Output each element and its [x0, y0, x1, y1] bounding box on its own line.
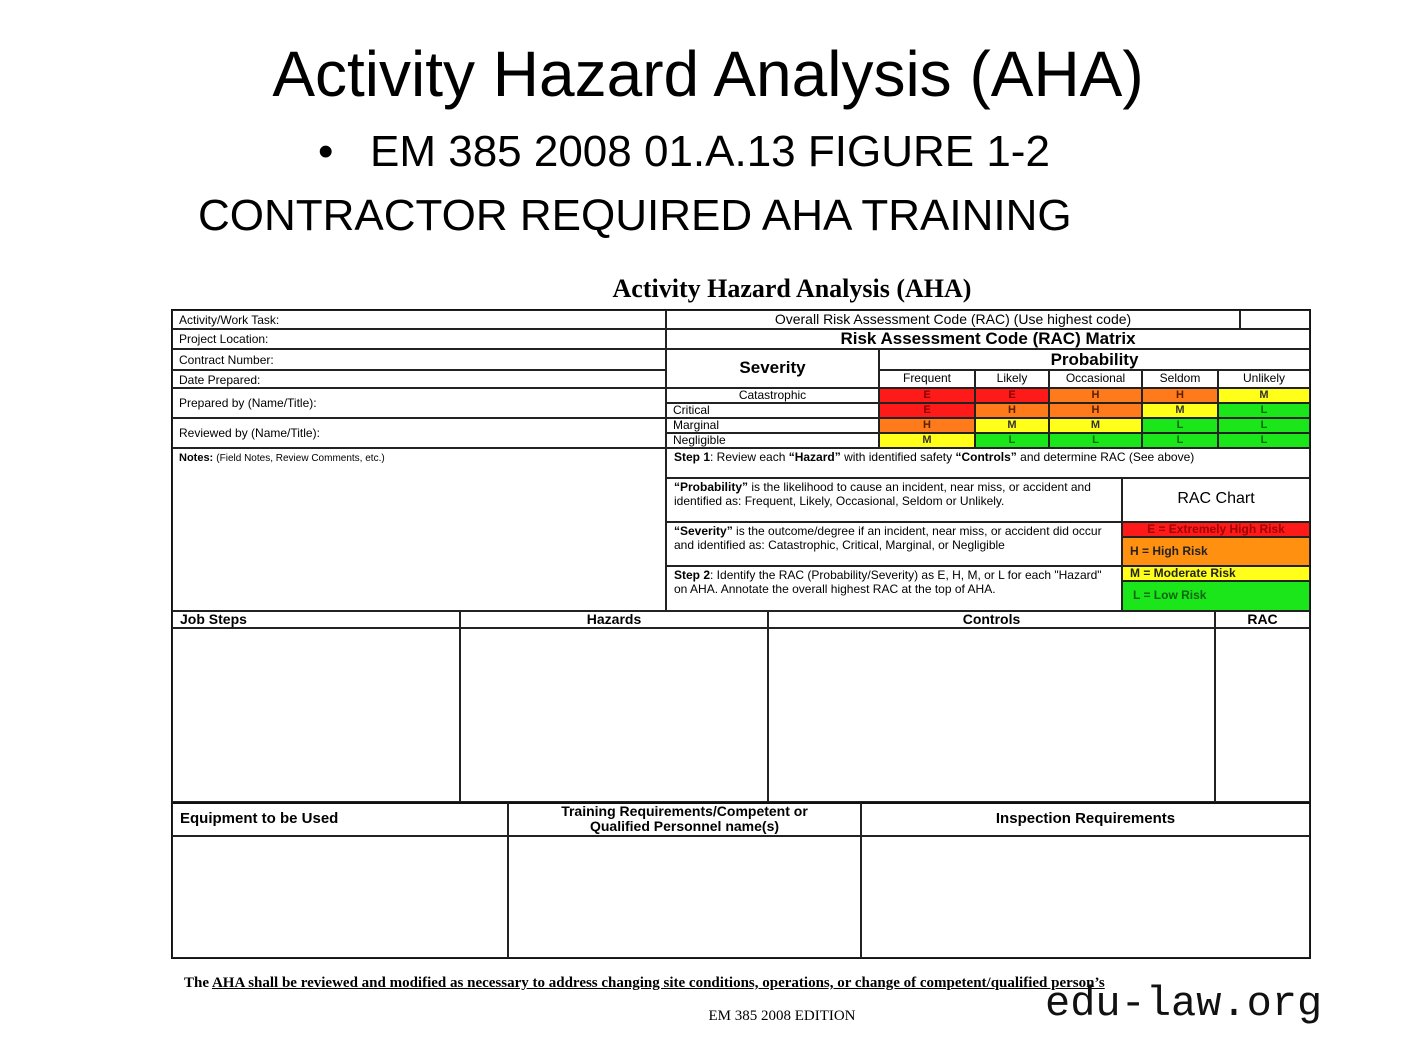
severity-negligible: Negligible [666, 433, 879, 448]
rac-cell: L [975, 433, 1049, 448]
probability-term: “Probability” [674, 480, 749, 494]
contract-number-field[interactable] [172, 349, 666, 370]
legend-moderate-risk: M = Moderate Risk [1122, 566, 1310, 581]
hazards-input[interactable] [460, 628, 768, 802]
rac-chart-title: RAC Chart [1122, 478, 1310, 522]
footnote-prefix: The [184, 975, 212, 991]
hazard-term: “Hazard” [788, 450, 841, 464]
rac-cell: H [1142, 388, 1218, 403]
column-equipment: Equipment to be Used [172, 802, 508, 836]
rac-cell: L [1218, 418, 1310, 433]
overall-rac-label: Overall Risk Assessment Code (RAC) (Use highest code) [666, 310, 1240, 329]
legend-low-risk: L = Low Risk [1122, 581, 1310, 611]
field-label: Prepared by (Name/Title): [179, 396, 317, 410]
step2-instruction [666, 566, 1122, 611]
step2-label: Step 2 [674, 568, 711, 582]
probability-unlikely: Unlikely [1218, 370, 1310, 388]
slide-title: Activity Hazard Analysis (AHA) [272, 38, 1144, 110]
footnote-text: AHA shall be reviewed and modified as necessary to address changing site conditions, operations, or change of competent/qualified person’s [211, 975, 1105, 991]
bullet-icon: • [318, 127, 334, 176]
column-inspection: Inspection Requirements [861, 802, 1310, 836]
prepared-by-field[interactable] [172, 388, 666, 418]
step1-instruction [666, 448, 1310, 478]
project-location-field[interactable] [172, 329, 666, 349]
form-title: Activity Hazard Analysis (AHA) [612, 274, 972, 303]
rac-matrix-title: Risk Assessment Code (RAC) Matrix [666, 329, 1310, 349]
rac-cell: M [975, 418, 1049, 433]
rac-cell: H [1049, 403, 1142, 418]
legend-high-risk: H = High Risk [1122, 537, 1310, 566]
date-prepared-field[interactable] [172, 370, 666, 388]
column-training [508, 802, 861, 836]
legend-extremely-high-risk: E = Extremely High Risk [1122, 522, 1310, 537]
field-label: Date Prepared: [179, 373, 261, 387]
severity-catastrophic: Catastrophic [666, 388, 879, 403]
controls-input[interactable] [768, 628, 1215, 802]
training-input[interactable] [508, 836, 861, 958]
watermark: edu-law.org [1045, 980, 1323, 1028]
slide-subtitle: CONTRACTOR REQUIRED AHA TRAINING [198, 191, 1072, 240]
training-header-line: Qualified Personnel name(s) [589, 818, 780, 834]
overall-rac-input[interactable] [1240, 310, 1310, 329]
slide-bullet [318, 126, 1050, 178]
severity-header: Severity [666, 349, 879, 388]
severity-critical: Critical [666, 403, 879, 418]
rac-cell: M [1218, 388, 1310, 403]
severity-marginal: Marginal [666, 418, 879, 433]
field-label: Contract Number: [179, 353, 274, 367]
activity-work-task-field[interactable] [172, 310, 666, 329]
edition-label: EM 385 2008 EDITION [708, 1008, 856, 1024]
training-header-line: Training Requirements/Competent or [561, 803, 808, 819]
column-rac: RAC [1215, 611, 1310, 628]
probability-header: Probability [879, 349, 1310, 370]
probability-definition [666, 478, 1122, 522]
rac-cell: M [879, 433, 975, 448]
rac-cell: L [1218, 403, 1310, 418]
rac-cell: M [1142, 403, 1218, 418]
rac-cell: E [975, 388, 1049, 403]
controls-term: “Controls” [955, 450, 1017, 464]
review-footnote [184, 975, 1105, 992]
probability-seldom: Seldom [1142, 370, 1218, 388]
equipment-input[interactable] [172, 836, 508, 958]
bullet-text: EM 385 2008 01.A.13 FIGURE 1-2 [370, 127, 1050, 176]
rac-cell: L [1142, 418, 1218, 433]
severity-definition [666, 522, 1122, 566]
column-job-steps: Job Steps [172, 611, 460, 628]
step1-text: : Review each [710, 450, 789, 464]
rac-input[interactable] [1215, 628, 1310, 802]
rac-cell: H [975, 403, 1049, 418]
step1-text: and determine RAC (See above) [1016, 450, 1195, 464]
field-label: Reviewed by (Name/Title): [179, 426, 320, 440]
step1-label: Step 1 [674, 450, 711, 464]
probability-likely: Likely [975, 370, 1049, 388]
step2-text: : Identify the RAC (Probability/Severity) as E, H, M, or L for each "Hazard" on AHA. Annotate the overall highest RAC at the top of AHA. [674, 568, 1102, 596]
rac-cell: L [1218, 433, 1310, 448]
notes-hint: (Field Notes, Review Comments, etc.) [216, 453, 385, 464]
rac-cell: L [1142, 433, 1218, 448]
probability-frequent: Frequent [879, 370, 975, 388]
rac-cell: L [1049, 433, 1142, 448]
rac-cell: E [879, 403, 975, 418]
field-label: Activity/Work Task: [179, 313, 280, 327]
reviewed-by-field[interactable] [172, 418, 666, 448]
inspection-input[interactable] [861, 836, 1310, 958]
rac-cell: H [879, 418, 975, 433]
severity-term: “Severity” [674, 524, 733, 538]
notes-label: Notes: [179, 452, 214, 464]
probability-occasional: Occasional [1049, 370, 1142, 388]
field-label: Project Location: [179, 332, 269, 346]
rac-cell: H [1049, 388, 1142, 403]
column-controls: Controls [768, 611, 1215, 628]
job-steps-input[interactable] [172, 628, 460, 802]
rac-cell: E [879, 388, 975, 403]
step1-text: with identified safety [840, 450, 956, 464]
probability-text: is the likelihood to cause an incident, near miss, or accident and identified as: Frequent, Likely, Occasional, Seldom or Unlikely. [674, 480, 1091, 508]
notes-field[interactable] [172, 448, 666, 611]
severity-text: is the outcome/degree if an incident, near miss, or accident did occur and identified as: Catastrophic, Critical, Marginal, or Negligible [674, 524, 1102, 552]
rac-cell: M [1049, 418, 1142, 433]
column-hazards: Hazards [460, 611, 768, 628]
